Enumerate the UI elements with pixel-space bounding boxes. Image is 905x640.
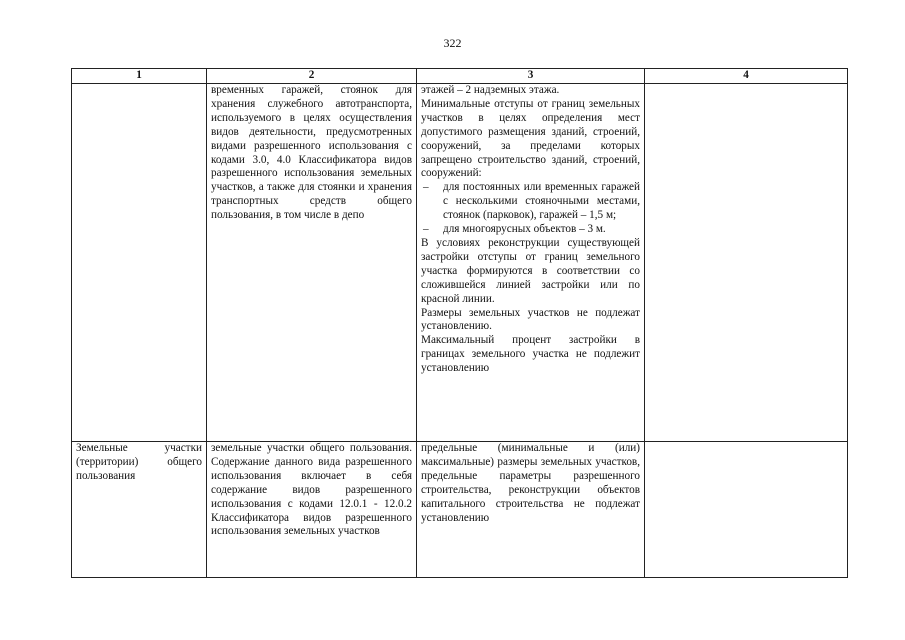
row1-col3-p4: Размеры земельных участков не подлежат установлению.	[421, 306, 640, 333]
row1-col4	[645, 84, 848, 442]
row2-col1: Земельные участки (территории) общего пользования	[72, 442, 207, 578]
row1-col3-p2: Минимальные отступы от границ земельных участков в целях определения мест допустимого размещения зданий, строений, сооружений, за пределами которых запрещено строительство зданий, строений, сооружений:	[421, 97, 640, 180]
row1-col3-p3: В условиях реконструкции существующей застройки отступы от границ земельного участка формируются в соответствии со сложившейся линией застройки или по красной линии.	[421, 236, 640, 305]
header-col-4: 4	[645, 69, 848, 84]
row2-col3: предельные (минимальные и (или) максимальные) размеры земельных участков, предельные параметры разрешенного строительства, реконструкции объектов капитального строительства не подлежат установлению	[417, 442, 645, 578]
list-item	[421, 223, 640, 237]
list-item	[421, 181, 640, 223]
row2-col4	[645, 442, 848, 578]
header-col-1: 1	[72, 69, 207, 84]
list-item-text: для многоярусных объектов – 3 м.	[443, 223, 606, 236]
header-col-2: 2	[207, 69, 417, 84]
dash-marker: –	[423, 181, 429, 194]
dash-marker: –	[423, 223, 429, 236]
row1-col2	[207, 84, 417, 442]
table-row	[72, 442, 848, 578]
table-row	[72, 84, 848, 442]
header-row	[72, 69, 848, 84]
list-item-text: для постоянных или временных гаражей с несколькими стояночными местами, стоянок (парковок), гаражей – 1,5 м;	[443, 181, 640, 222]
row1-col1	[72, 84, 207, 442]
row1-col3-p5: Максимальный процент застройки в границах земельного участка не подлежит установлению	[421, 334, 640, 375]
row1-col3-p1: этажей – 2 надземных этажа.	[421, 84, 560, 96]
row1-col3	[417, 84, 645, 442]
page-number: 322	[443, 36, 462, 50]
row1-col2-text: временных гаражей, стоянок для хранения служебного автотранспорта, используемого в целях осуществления видов деятельности, предусмотренных видами разрешенного использования с кодами 3.0, 4.0 Классификатора видов разрешенного использования земельных участков, а также для стоянки и хранения транспортных средств общего пользования, в том числе в депо	[211, 84, 412, 222]
regulation-table	[71, 68, 848, 578]
header-col-3: 3	[417, 69, 645, 84]
row2-col2: земельные участки общего пользования. Содержание данного вида разрешенного использования включает в себя содержание видов разрешенного использования с кодами 12.0.1 - 12.0.2 Классификатора видов разрешенного использования земельных участков	[207, 442, 417, 578]
